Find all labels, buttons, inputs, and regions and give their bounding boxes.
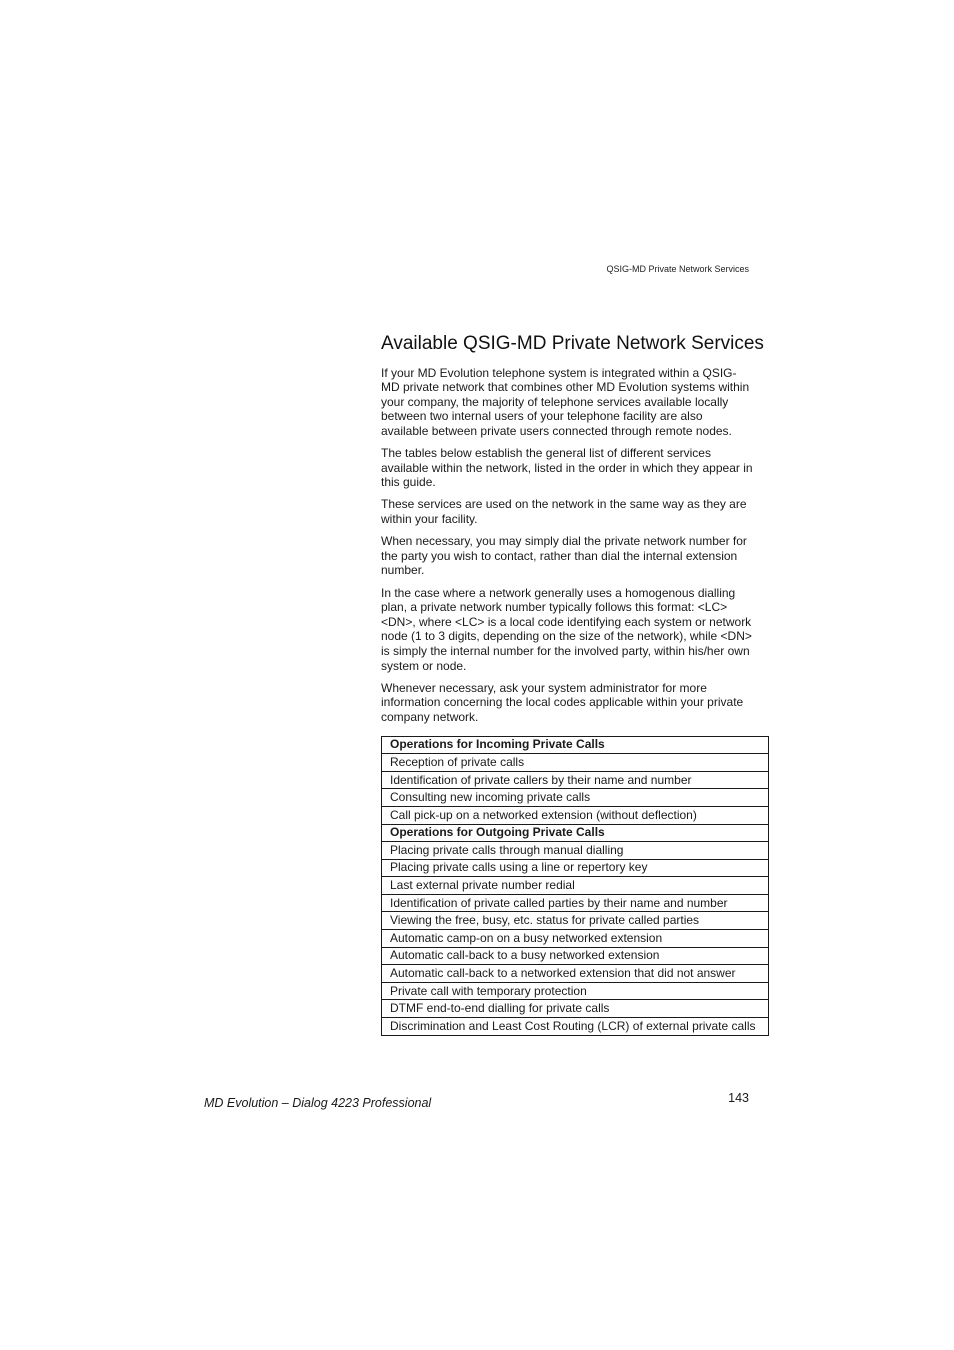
- table-row: [382, 824, 769, 842]
- running-header: QSIG-MD Private Network Services: [606, 264, 749, 274]
- footer-document-title: MD Evolution – Dialog 4223 Professional: [204, 1096, 432, 1110]
- page-number: 143: [728, 1091, 749, 1105]
- table-cell: Private call with temporary protection: [382, 982, 769, 1000]
- paragraph-dialling: When necessary, you may simply dial the private network number for the party you wish to contact, rather than dial the internal extension number.: [381, 534, 747, 578]
- table-row: [382, 894, 769, 912]
- table-row: [382, 842, 769, 860]
- main-content: [381, 333, 769, 1036]
- table-row: [382, 754, 769, 772]
- table-cell: Discrimination and Least Cost Routing (LCR) of external private calls: [382, 1018, 769, 1036]
- table-row: [382, 877, 769, 895]
- paragraph-administrator: Whenever necessary, ask your system administrator for more information concerning the local codes applicable within your private company network.: [381, 680, 744, 724]
- table-cell: Reception of private calls: [382, 754, 769, 772]
- table-cell: Call pick-up on a networked extension (without deflection): [382, 806, 769, 824]
- table-row: [382, 806, 769, 824]
- table-row: [382, 789, 769, 807]
- table-row: [382, 736, 769, 754]
- table-cell: Automatic call-back to a networked extension that did not answer: [382, 965, 769, 983]
- paragraph-usage: These services are used on the network in the same way as they are within your facility.: [381, 497, 747, 527]
- section-title: Available QSIG-MD Private Network Services: [381, 333, 764, 354]
- table-row: [382, 947, 769, 965]
- services-table: [381, 736, 769, 1036]
- table-row: [382, 912, 769, 930]
- paragraph-intro: If your MD Evolution telephone system is integrated within a QSIG-MD private network that combines other MD Evolution systems within your company, the majority of telephone services available locally between two internal users of your telephone facility are also available between private users connected through remote nodes.: [381, 365, 750, 438]
- table-cell: Placing private calls through manual dialling: [382, 842, 769, 860]
- outgoing-calls-heading: Operations for Outgoing Private Calls: [382, 824, 769, 842]
- table-row: [382, 1000, 769, 1018]
- table-cell: Viewing the free, busy, etc. status for private called parties: [382, 912, 769, 930]
- table-cell: Identification of private callers by their name and number: [382, 771, 769, 789]
- table-row: [382, 930, 769, 948]
- table-cell: Placing private calls using a line or repertory key: [382, 859, 769, 877]
- table-row: [382, 859, 769, 877]
- table-row: [382, 965, 769, 983]
- table-row: [382, 1018, 769, 1036]
- table-cell: Consulting new incoming private calls: [382, 789, 769, 807]
- table-cell: Identification of private called parties by their name and number: [382, 894, 769, 912]
- table-cell: Last external private number redial: [382, 877, 769, 895]
- paragraph-table-intro: The tables below establish the general list of different services available within the network, listed in the order in which they appear in this guide.: [381, 446, 753, 490]
- table-cell: Automatic camp-on on a busy networked extension: [382, 930, 769, 948]
- table-cell: DTMF end-to-end dialling for private calls: [382, 1000, 769, 1018]
- table-row: [382, 771, 769, 789]
- table-row: [382, 982, 769, 1000]
- table-cell: Automatic call-back to a busy networked extension: [382, 947, 769, 965]
- incoming-calls-heading: Operations for Incoming Private Calls: [382, 736, 769, 754]
- paragraph-number-format: In the case where a network generally uses a homogenous dialling plan, a private network number typically follows this format: <LC><DN>, where <LC> is a local code identifying each system or network node (1 to 3 digits, depending on the size of the network), while <DN> is simply the internal number for the involved party, within his/her own system or node.: [381, 585, 752, 673]
